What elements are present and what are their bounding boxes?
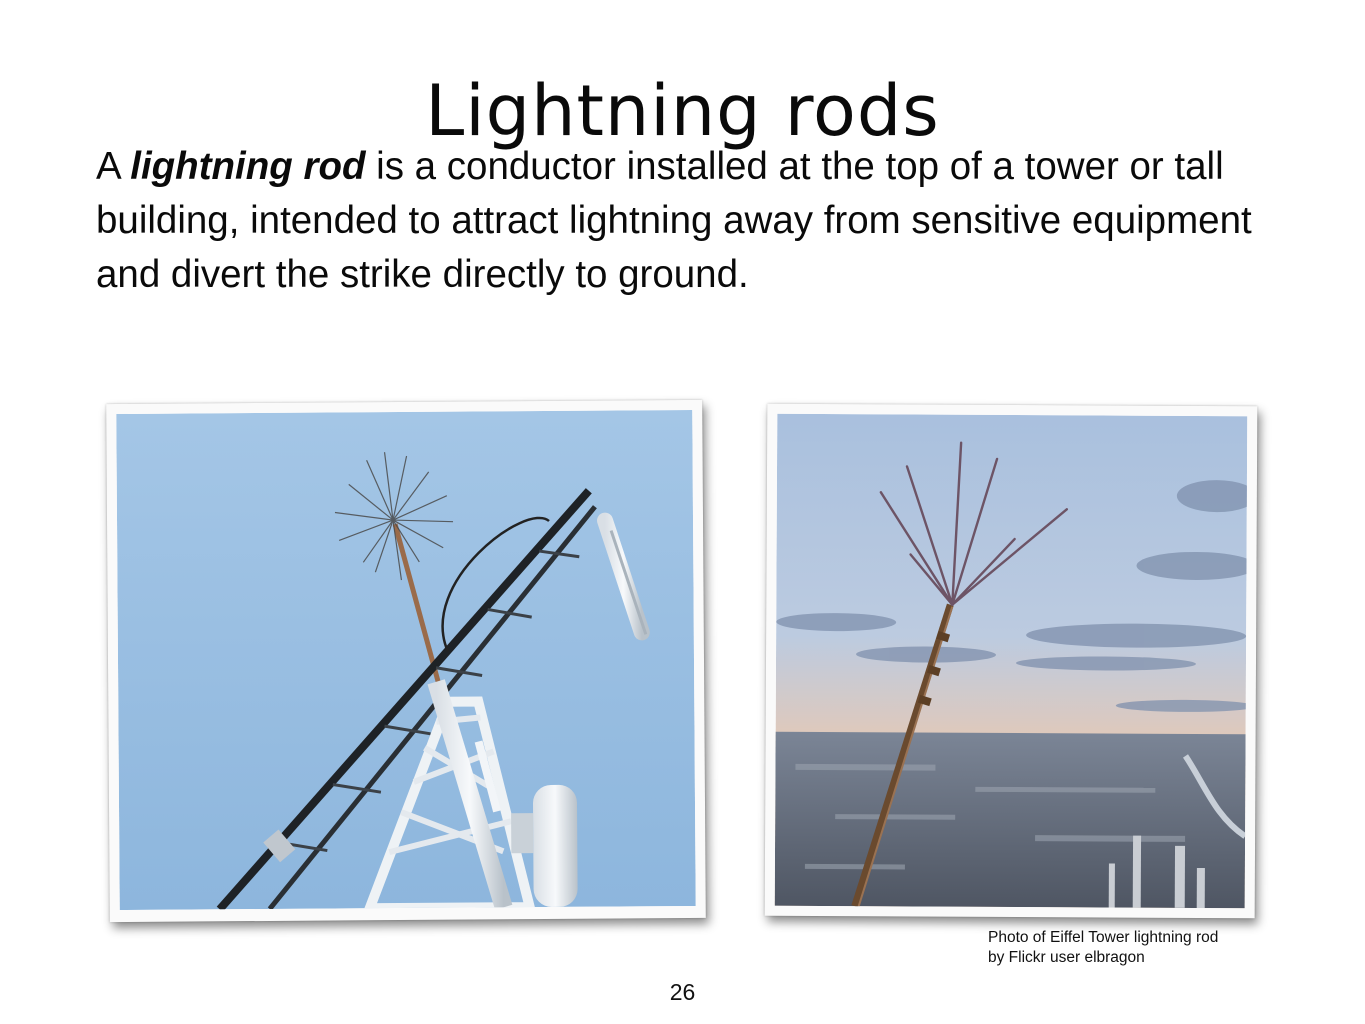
paragraph-prefix: A — [96, 145, 131, 188]
caption-line-2: by Flickr user elbragon — [988, 949, 1145, 966]
photo-credit-caption — [988, 928, 1248, 968]
page-number: 26 — [669, 979, 696, 1005]
tower-photo-image — [116, 410, 695, 910]
eiffel-tower-rod-photo — [765, 404, 1258, 919]
definition-paragraph — [96, 140, 1286, 302]
eiffel-photo-image — [775, 414, 1248, 908]
slide-title: Lightning rods — [425, 70, 940, 152]
tower-lightning-rod-photo — [106, 400, 706, 922]
caption-line-1: Photo of Eiffel Tower lightning rod — [988, 929, 1219, 946]
defined-term: lightning rod — [130, 145, 366, 188]
paragraph-body: is a conductor installed at the top of a tower or tall building, intended to attract lightning away from sensitive equipment and divert the strike directly to ground. — [96, 145, 1252, 296]
